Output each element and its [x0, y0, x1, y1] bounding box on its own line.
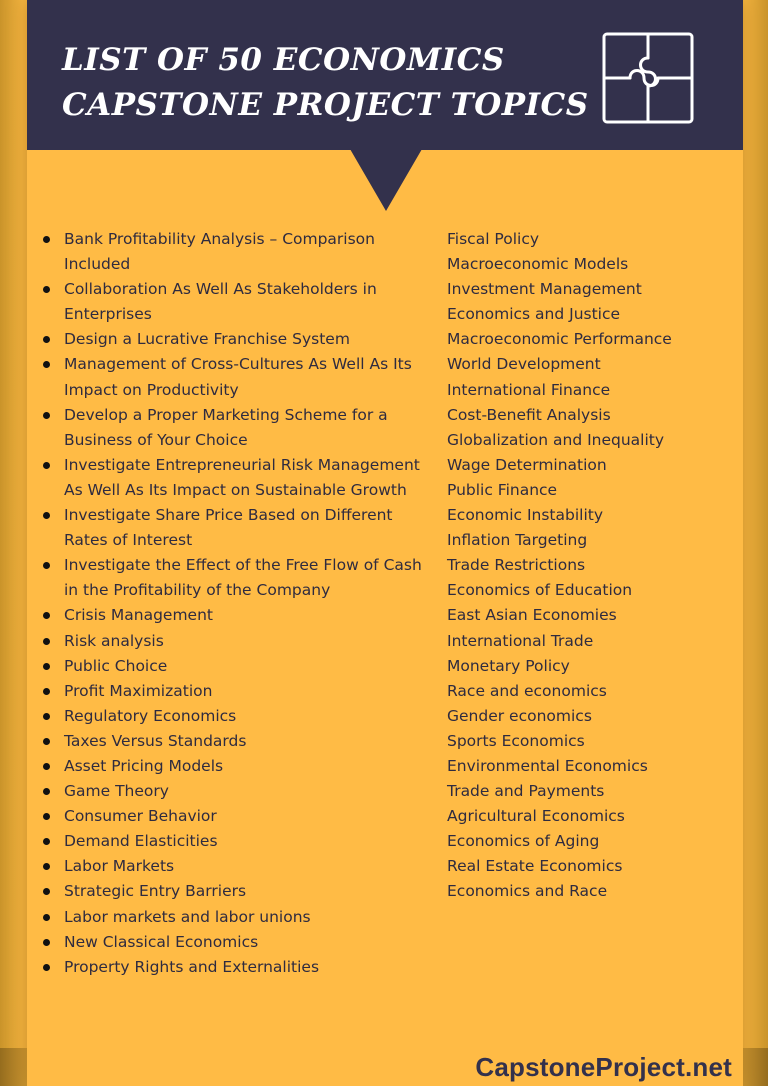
- topic-list-item: Crisis Management: [64, 603, 424, 628]
- topic-list-item: Labor Markets: [64, 854, 424, 879]
- topic-list-item: Sports Economics: [447, 731, 585, 750]
- topic-list-item: Asset Pricing Models: [64, 754, 424, 779]
- topic-list-item: Design a Lucrative Franchise System: [64, 327, 424, 352]
- topic-list-item: Public Finance: [447, 480, 558, 499]
- topic-list-item: Globalization and Inequality: [447, 430, 665, 449]
- topic-list-item: Strategic Entry Barriers: [64, 879, 424, 904]
- topic-list-item: Bank Profitability Analysis – Comparison Included: [64, 227, 424, 277]
- topic-list-item: Environmental Economics: [447, 756, 648, 775]
- topic-list-item: Management of Cross-Cultures As Well As Its Impact on Productivity: [64, 352, 424, 402]
- title-line-2: CAPSTONE PROJECT TOPICS: [62, 87, 589, 123]
- header-pointer: [350, 149, 422, 211]
- topic-list-item: Game Theory: [64, 779, 424, 804]
- topic-list-item: Macroeconomic Performance: [447, 330, 672, 349]
- topic-list-item: East Asian Economies: [447, 606, 617, 625]
- topic-list-item: Labor markets and labor unions: [64, 905, 424, 930]
- topic-list-item: Consumer Behavior: [64, 804, 424, 829]
- title-line-1: LIST OF 50 ECONOMICS: [62, 42, 505, 78]
- topic-list-item: Regulatory Economics: [64, 704, 424, 729]
- topic-list-item: Public Choice: [64, 654, 424, 679]
- page-title: [62, 38, 589, 128]
- topic-list-item: Gender economics: [447, 706, 592, 725]
- topic-list-item: Economics of Education: [447, 581, 633, 600]
- topic-list-item: Wage Determination: [447, 455, 607, 474]
- topic-list-item: Economics and Race: [447, 882, 608, 901]
- topic-list-item: Agricultural Economics: [447, 807, 625, 826]
- topic-list-item: Monetary Policy: [447, 656, 570, 675]
- topic-list-item: Inflation Targeting: [447, 531, 588, 550]
- topic-list-item: Fiscal Policy: [447, 230, 540, 248]
- topic-list-item: Economics of Aging: [447, 832, 600, 851]
- right-topic-list: [447, 227, 737, 905]
- topic-list-item: Taxes Versus Standards: [64, 729, 424, 754]
- topic-list-item: Economics and Justice: [447, 305, 621, 324]
- topic-list-item: Collaboration As Well As Stakeholders in Enterprises: [64, 277, 424, 327]
- topic-list-item: Property Rights and Externalities: [64, 955, 424, 980]
- puzzle-icon: [602, 32, 694, 124]
- topic-list-item: Cost-Benefit Analysis: [447, 405, 611, 424]
- topic-list-item: Investigate the Effect of the Free Flow of Cash in the Profitability of the Company: [64, 553, 424, 603]
- topic-list-item: Investigate Share Price Based on Different Rates of Interest: [64, 503, 424, 553]
- left-topic-list: [64, 227, 424, 980]
- brand-name: CapstoneProject.net: [475, 1052, 732, 1082]
- topic-list-item: Macroeconomic Models: [447, 255, 629, 274]
- topic-list-item: International Finance: [447, 380, 611, 399]
- topic-list-item: Economic Instability: [447, 506, 604, 525]
- topic-list-item: New Classical Economics: [64, 930, 424, 955]
- topic-list-item: Investigate Entrepreneurial Risk Management As Well As Its Impact on Sustainable Growth: [64, 453, 424, 503]
- header-banner: [27, 0, 743, 150]
- topic-list-item: Profit Maximization: [64, 679, 424, 704]
- topic-list-item: Develop a Proper Marketing Scheme for a Business of Your Choice: [64, 403, 424, 453]
- topic-list-item: Real Estate Economics: [447, 857, 623, 876]
- topic-list-item: Risk analysis: [64, 629, 424, 654]
- topic-list-item: Trade Restrictions: [447, 556, 586, 575]
- topic-list-item: Demand Elasticities: [64, 829, 424, 854]
- topic-list-item: Race and economics: [447, 681, 607, 700]
- topic-list-item: World Development: [447, 355, 601, 374]
- topic-list-item: Investment Management: [447, 280, 642, 299]
- topic-list-item: International Trade: [447, 631, 594, 650]
- topic-list-item: Trade and Payments: [447, 782, 605, 801]
